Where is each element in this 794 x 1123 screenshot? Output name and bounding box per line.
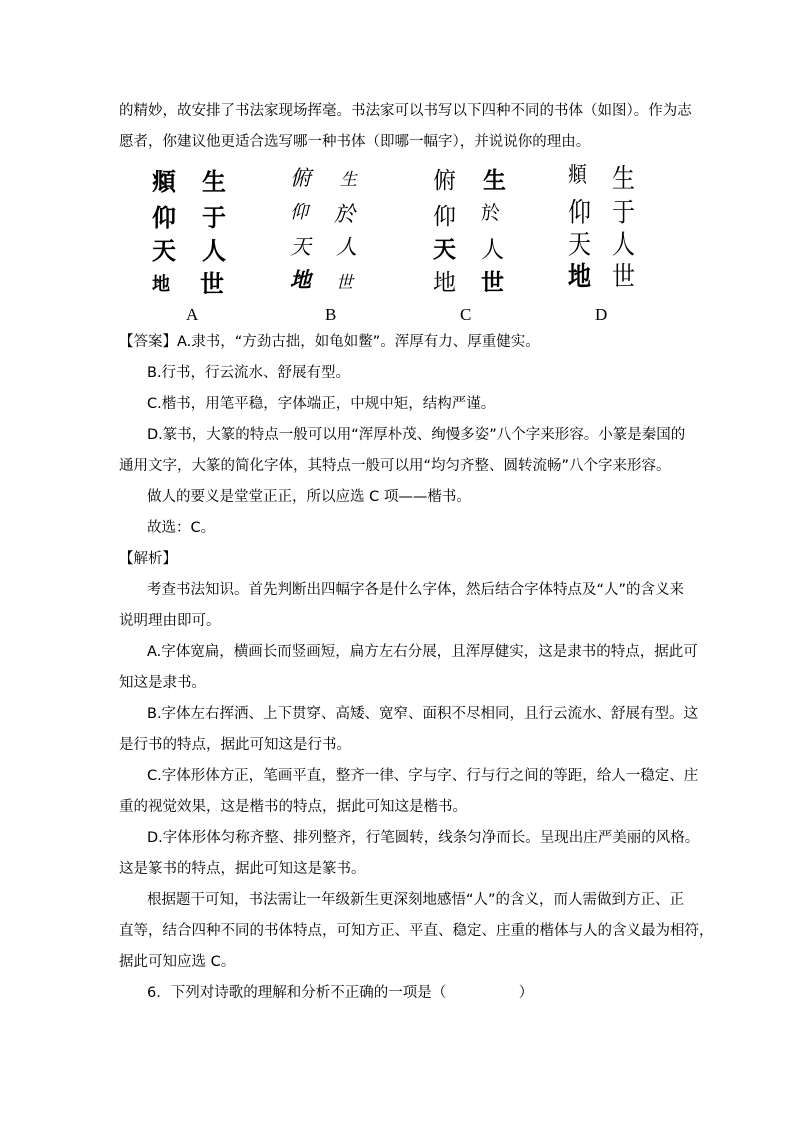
calligraphy-char: 于 xyxy=(612,198,635,229)
calligraphy-char: 地 xyxy=(290,267,311,292)
analysis-line-1: 考查书法知识。首先判断出四幅字各是什么字体，然后结合字体特点及“人”的含义来 xyxy=(147,582,685,598)
answer-line-6: 做人的要义是堂堂正正，所以应选 C 项——楷书。 xyxy=(147,489,471,505)
analysis-line-9: D.字体形体匀称齐整、排列整齐，行笔圆转，线条匀净而长。呈现出庄严美丽的风格。 xyxy=(147,830,700,846)
calligraphy-char: 天 xyxy=(290,235,311,259)
analysis-line-7: C.字体形体方正，笔画平直，整齐一律、字与字、行与行之间的等距，给人一稳定、庄 xyxy=(147,768,699,784)
intro-line-2: 愿者，你建议他更适合选写哪一种书体（即哪一幅字），并说说你的理由。 xyxy=(119,134,591,150)
calligraphy-char: 於 xyxy=(481,202,501,224)
analysis-line-6: 是行书的特点，据此可知这是行书。 xyxy=(119,737,351,753)
calligraphy-char: 世 xyxy=(336,273,353,293)
calligraphy-char: 俯 xyxy=(290,166,311,190)
analysis-line-10: 这是篆书的特点，据此可知这是篆书。 xyxy=(119,861,366,877)
calligraphy-char: 天 xyxy=(568,230,591,261)
calligraphy-char: 俯 xyxy=(433,168,456,194)
analysis-heading: 【解析】 xyxy=(119,551,177,567)
calligraphy-char: 仰 xyxy=(290,202,308,223)
caption-a: A xyxy=(186,305,199,324)
calligraphy-char: 頫 xyxy=(568,162,588,188)
calligraphy-char: 于 xyxy=(202,203,228,232)
calligraphy-char: 人 xyxy=(481,237,504,263)
answer-line-7: 故选：C。 xyxy=(147,520,216,536)
caption-c: C xyxy=(460,305,472,324)
calligraphy-char: 頫 xyxy=(152,167,178,196)
intro-line-1: 的精妙，故安排了书法家现场挥毫。书法家可以书写以下四种不同的书体（如图）。作为志 xyxy=(119,103,692,119)
calligraphy-char: 仰 xyxy=(568,198,591,229)
analysis-line-5: B.字体左右挥洒、上下贯穿、高矮、宽窄、面积不尽相同，且行云流水、舒展有型。这 xyxy=(147,706,699,722)
calligraphy-char: 生 xyxy=(340,170,357,190)
answer-line-1: 【答案】A.隶书，“方劲古拙，如龟如鳖”。浑厚有力、厚重健实。 xyxy=(119,334,540,350)
caption-d: D xyxy=(595,305,608,324)
analysis-line-4: 知这是隶书。 xyxy=(119,675,206,691)
calligraphy-char: 地 xyxy=(568,261,591,293)
calligraphy-char: 人 xyxy=(202,236,228,265)
calligraphy-char: 仰 xyxy=(152,203,178,232)
answer-line-2: B.行书，行云流水、舒展有型。 xyxy=(147,365,351,381)
question-6: 6．下列对诗歌的理解和分析不正确的一项是（ ） xyxy=(147,985,534,1001)
calligraphy-char: 人 xyxy=(612,230,635,261)
calligraphy-char: 人 xyxy=(336,235,357,259)
calligraphy-char: 生 xyxy=(202,167,228,196)
calligraphy-char: 地 xyxy=(433,270,456,296)
calligraphy-char: 生 xyxy=(612,164,635,195)
analysis-line-3: A.字体宽扁，横画长而竖画短，扁方左右分展，且浑厚健实，这是隶书的特点，据此可 xyxy=(147,644,698,660)
calligraphy-char: 世 xyxy=(481,270,504,296)
answer-line-4: D.篆书，大篆的特点一般可以用“浑厚朴茂、绚慢多姿”八个字来形容。小篆是秦国的 xyxy=(147,427,686,443)
analysis-line-11: 根据题干可知，书法需让一年级新生更深刻地感悟“人”的含义，而人需做到方正、正 xyxy=(147,892,685,908)
analysis-line-2: 说明理由即可。 xyxy=(119,613,221,629)
answer-line-5: 通用文字，大篆的简化字体，其特点一般可以用“均匀齐整、圆转流畅”八个字来形容。 xyxy=(119,458,671,474)
calligraphy-char: 仰 xyxy=(433,204,456,230)
calligraphy-char: 生 xyxy=(483,168,506,194)
calligraphy-char: 地 xyxy=(152,274,172,295)
analysis-line-8: 重的视觉效果，这是楷书的特点，据此可知这是楷书。 xyxy=(119,799,467,815)
calligraphy-char: 世 xyxy=(200,269,226,298)
answer-line-3: C.楷书，用笔平稳，字体端正，中规中矩，结构严谨。 xyxy=(147,396,496,412)
analysis-line-12: 直等，结合四种不同的书体特点，可知方正、平直、稳定、庄重的楷体与人的含义最为相符， xyxy=(119,923,714,939)
calligraphy-char: 於 xyxy=(334,202,355,226)
analysis-line-13: 据此可知应选 C。 xyxy=(119,954,236,970)
caption-b: B xyxy=(325,305,337,324)
calligraphy-char: 世 xyxy=(612,262,635,293)
calligraphy-char: 天 xyxy=(433,237,456,263)
calligraphy-char: 天 xyxy=(152,236,178,265)
